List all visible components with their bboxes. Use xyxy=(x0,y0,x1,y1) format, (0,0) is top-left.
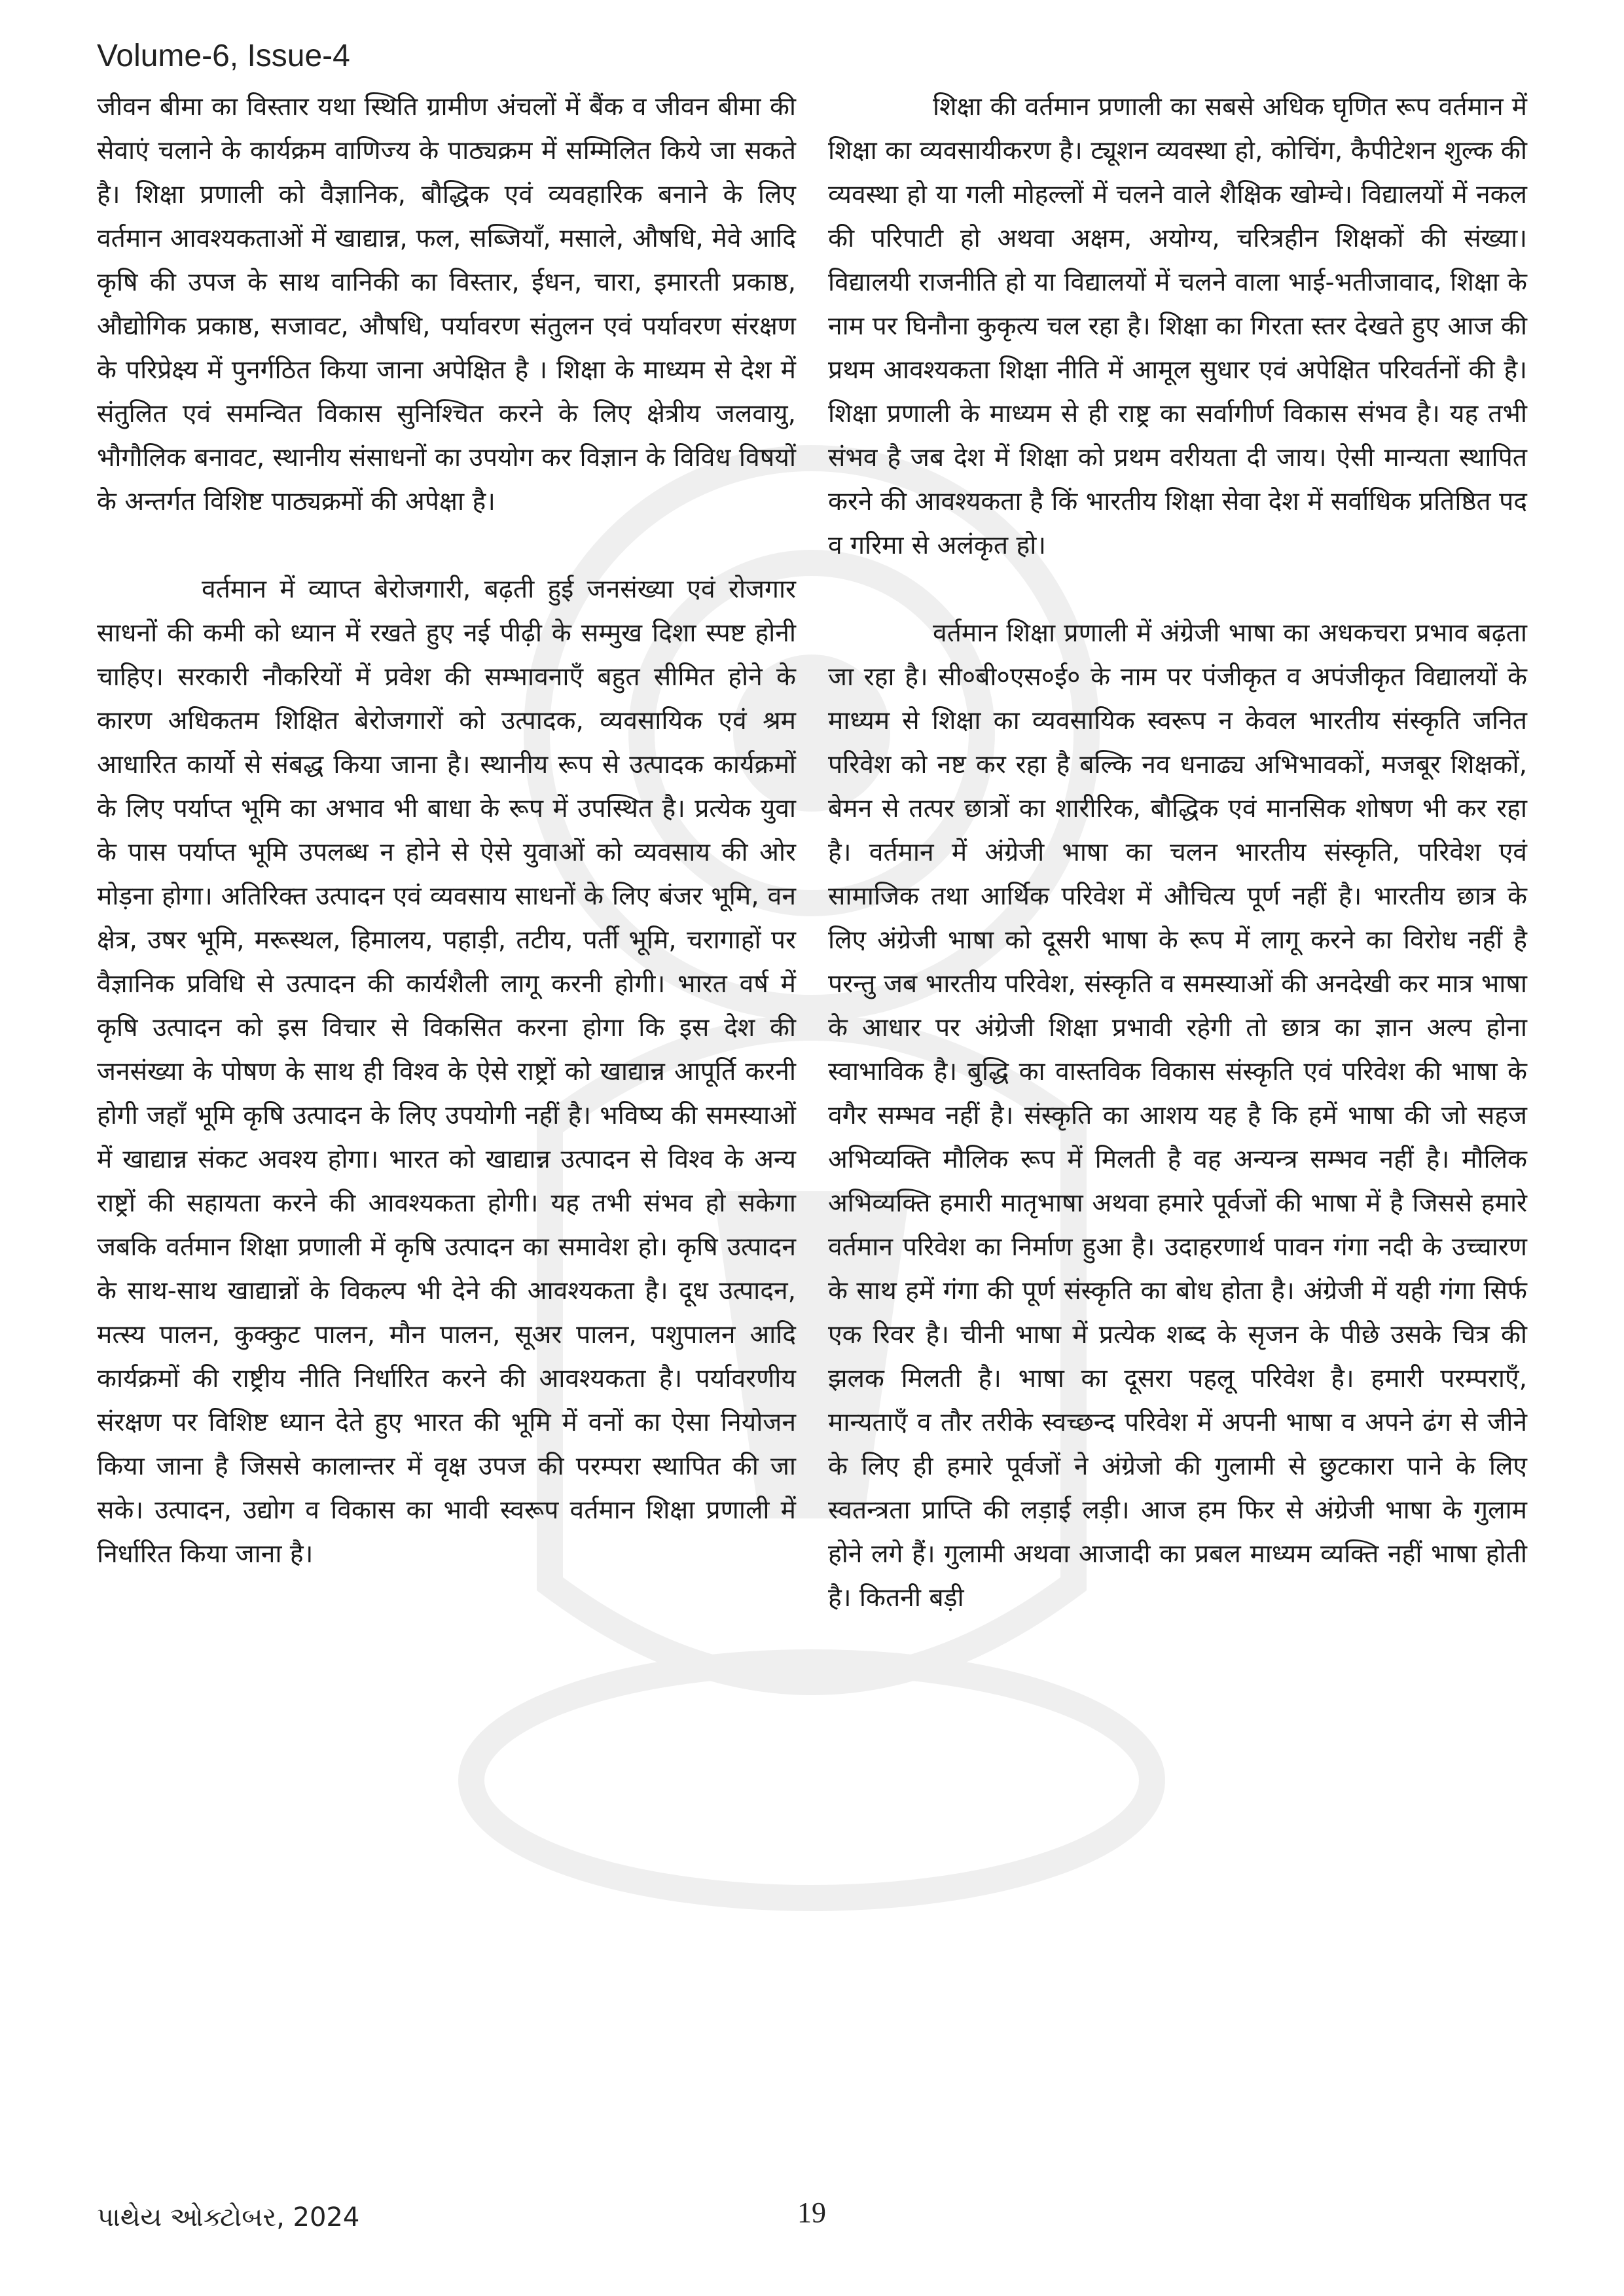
left-column xyxy=(97,85,796,1576)
paragraph: शिक्षा की वर्तमान प्रणाली का सबसे अधिक घृणित रूप वर्तमान में शिक्षा का व्यवसायीकरण है। ट्यूशन व्यवस्था हो, कोचिंग, कैपीटेशन शुल्क की व्यवस्था हो या गली मोहल्लों में चलने वाले शैक्षिक खोम्चे। विद्यालयों में नकल की परिपाटी हो अथवा अक्षम, अयोग्य, चरित्रहीन शिक्षकों की संख्या। विद्यालयी राजनीति हो या विद्यालयों में चलने वाला भाई-भतीजावाद, शिक्षा के नाम पर घिनौना कुकृत्य चल रहा है। शिक्षा का गिरता स्तर देखते हुए आज की प्रथम आवश्यकता शिक्षा नीति में आमूल सुधार एवं अपेक्षित परिवर्तनों की है। शिक्षा प्रणाली के माध्यम से ही राष्ट्र का सर्वागीर्ण विकास संभव है। यह तभी संभव है जब देश में शिक्षा को प्रथम वरीयता दी जाय। ऐसी मान्यता स्थापित करने की आवश्यकता है किं भारतीय शिक्षा सेवा देश में सर्वाधिक प्रतिष्ठित पद व गरिमा से अलंकृत हो। xyxy=(828,92,1527,560)
paragraph: वर्तमान शिक्षा प्रणाली में अंग्रेजी भाषा का अधकचरा प्रभाव बढ़ता जा रहा है। सी०बी०एस०ई० के नाम पर पंजीकृत व अपंजीकृत विद्यालयों के माध्यम से शिक्षा का व्यवसायिक स्वरूप न केवल भारतीय संस्कृति जनित परिवेश को नष्ट कर रहा है बल्कि नव धनाढ्य अभिभावकों, मजबूर शिक्षकों, बेमन से तत्पर छात्रों का शारीरिक, बौद्धिक एवं मानसिक शोषण भी कर रहा है। वर्तमान में अंग्रेजी भाषा का चलन भारतीय संस्कृति, परिवेश एवं सामाजिक तथा आर्थिक परिवेश में औचित्य पूर्ण नहीं है। भारतीय छात्र के लिए अंग्रेजी भाषा को दूसरी भाषा के रूप में लागू करने का विरोध नहीं है परन्तु जब भारतीय परिवेश, संस्कृति व समस्याओं की अनदेखी कर मात्र भाषा के आधार पर अंग्रेजी शिक्षा प्रभावी रहेगी तो छात्र का ज्ञान अल्प होना स्वाभाविक है। बुद्धि का वास्तविक विकास संस्कृति एवं परिवेश की भाषा के वगैर सम्भव नहीं है। संस्कृति का आशय यह है कि हमें भाषा की जो सहज अभिव्यक्ति मौलिक रूप में मिलती है वह अन्यन्त्र सम्भव नहीं है। मौलिक अभिव्यक्ति हमारी मातृभाषा अथवा हमारे पूर्वजों की भाषा में है जिससे हमारे वर्तमान परिवेश का निर्माण हुआ है। उदाहरणार्थ पावन गंगा नदी के उच्चारण के साथ हमें गंगा की पूर्ण संस्कृति का बोध होता है। अंग्रेजी में यही गंगा सिर्फ एक रिवर है। चीनी भाषा में प्रत्येक शब्द के सृजन के पीछे उसके चित्र की झलक मिलती है। भाषा का दूसरा पहलू परिवेश है। हमारी परम्पराएँ, मान्यताएँ व तौर तरीके स्वच्छन्द परिवेश में अपनी भाषा व अपने ढंग से जीने के लिए ही हमारे पूर्वजों ने अंग्रेजो की गुलामी से छुटकारा पाने के लिए स्वतन्त्रता प्राप्ति की लड़ाई लड़ी। आज हम फिर से अंग्रेजी भाषा के गुलाम होने लगे हैं। गुलामी अथवा आजादी का प्रबल माध्यम व्यक्ति नहीं भाषा होती है। कितनी बड़ी xyxy=(828,619,1528,1613)
paragraph: जीवन बीमा का विस्तार यथा स्थिति ग्रामीण अंचलों में बैंक व जीवन बीमा की सेवाएं चलाने के कार्यक्रम वाणिज्य के पाठ्यक्रम में सम्मिलित किये जा सकते है। शिक्षा प्रणाली को वैज्ञानिक, बौद्धिक एवं व्यवहारिक बनाने के लिए वर्तमान आवश्यकताओं में खाद्यान्न, फल, सब्जियाँ, मसाले, औषधि, मेवे आदि कृषि की उपज के साथ वानिकी का विस्तार, ईधन, चारा, इमारती प्रकाष्ठ, औद्योगिक प्रकाष्ठ, सजावट, औषधि, पर्यावरण संतुलन एवं पर्यावरण संरक्षण के परिप्रेक्ष्य में पुनर्गठित किया जाना अपेक्षित है । शिक्षा के माध्यम से देश में संतुलित एवं समन्वित विकास सुनिश्चित करने के लिए क्षेत्रीय जलवायु, भौगौलिक बनावट, स्थानीय संसाधनों का उपयोग कर विज्ञान के विविध विषयों के अन्तर्गत विशिष्ट पाठ्यक्रमों की अपेक्षा है। xyxy=(97,92,796,516)
volume-issue-label: Volume-6, Issue-4 xyxy=(97,39,350,73)
paragraph: वर्तमान में व्याप्त बेरोजगारी, बढ़ती हुई जनसंख्या एवं रोजगार साधनों की कमी को ध्यान में रखते हुए नई पीढ़ी के सम्मुख दिशा स्पष्ट होनी चाहिए। सरकारी नौकरियों में प्रवेश की सम्भावनाएँ बहुत सीमित होने के कारण अधिकतम शिक्षित बेरोजगारों को उत्पादक, व्यवसायिक एवं श्रम आधारित कार्यो से संबद्ध किया जाना है। स्थानीय रूप से उत्पादक कार्यक्रमों के लिए पर्याप्त भूमि का अभाव भी बाधा के रूप में उपस्थित है। प्रत्येक युवा के पास पर्याप्त भूमि उपलब्ध न होने से ऐसे युवाओं को व्यवसाय की ओर मोड़ना होगा। अतिरिक्त उत्पादन एवं व्यवसाय साधनों के लिए बंजर भूमि, वन क्षेत्र, उषर भूमि, मरूस्थल, हिमालय, पहाड़ी, तटीय, पर्ती भूमि, चरागाहों पर वैज्ञानिक प्रविधि से उत्पादन की कार्यशैली लागू करनी होगी। भारत वर्ष में कृषि उत्पादन को इस विचार से विकसित करना होगा कि इस देश की जनसंख्या के पोषण के साथ ही विश्व के ऐसे राष्ट्रों को खाद्यान्न आपूर्ति करनी होगी जहाँ भूमि कृषि उत्पादन के लिए उपयोगी नहीं है। भविष्य की समस्याओं में खाद्यान्न संकट अवश्य होगा। भारत को खाद्यान्न उत्पादन से विश्व के अन्य राष्ट्रों की सहायता करने की आवश्यकता होगी। यह तभी संभव हो सकेगा जबकि वर्तमान शिक्षा प्रणाली में कृषि उत्पादन का समावेश हो। कृषि उत्पादन के साथ-साथ खाद्यान्नों के विकल्प भी देने की आवश्यकता है। दूध उत्पादन, मत्स्य पालन, कुक्कुट पालन, मौन पालन, सूअर पालन, पशुपालन आदि कार्यक्रमों की राष्ट्रीय नीति निर्धारित करने की आवश्यकता है। पर्यावरणीय संरक्षण पर विशिष्ट ध्यान देते हुए भारत की भूमि में वनों का ऐसा नियोजन किया जाना है जिससे कालान्तर में वृक्ष उपज की परम्परा स्थापित की जा सके। उत्पादन, उद्योग व विकास का भावी स्वरूप वर्तमान शिक्षा प्रणाली में निर्धारित किया जाना है। xyxy=(97,575,796,1569)
page-number: 19 xyxy=(797,2197,826,2229)
publication-footer: પાથેય ઓક્ટોબર, 2024 xyxy=(97,2202,360,2233)
right-column xyxy=(828,85,1527,1620)
